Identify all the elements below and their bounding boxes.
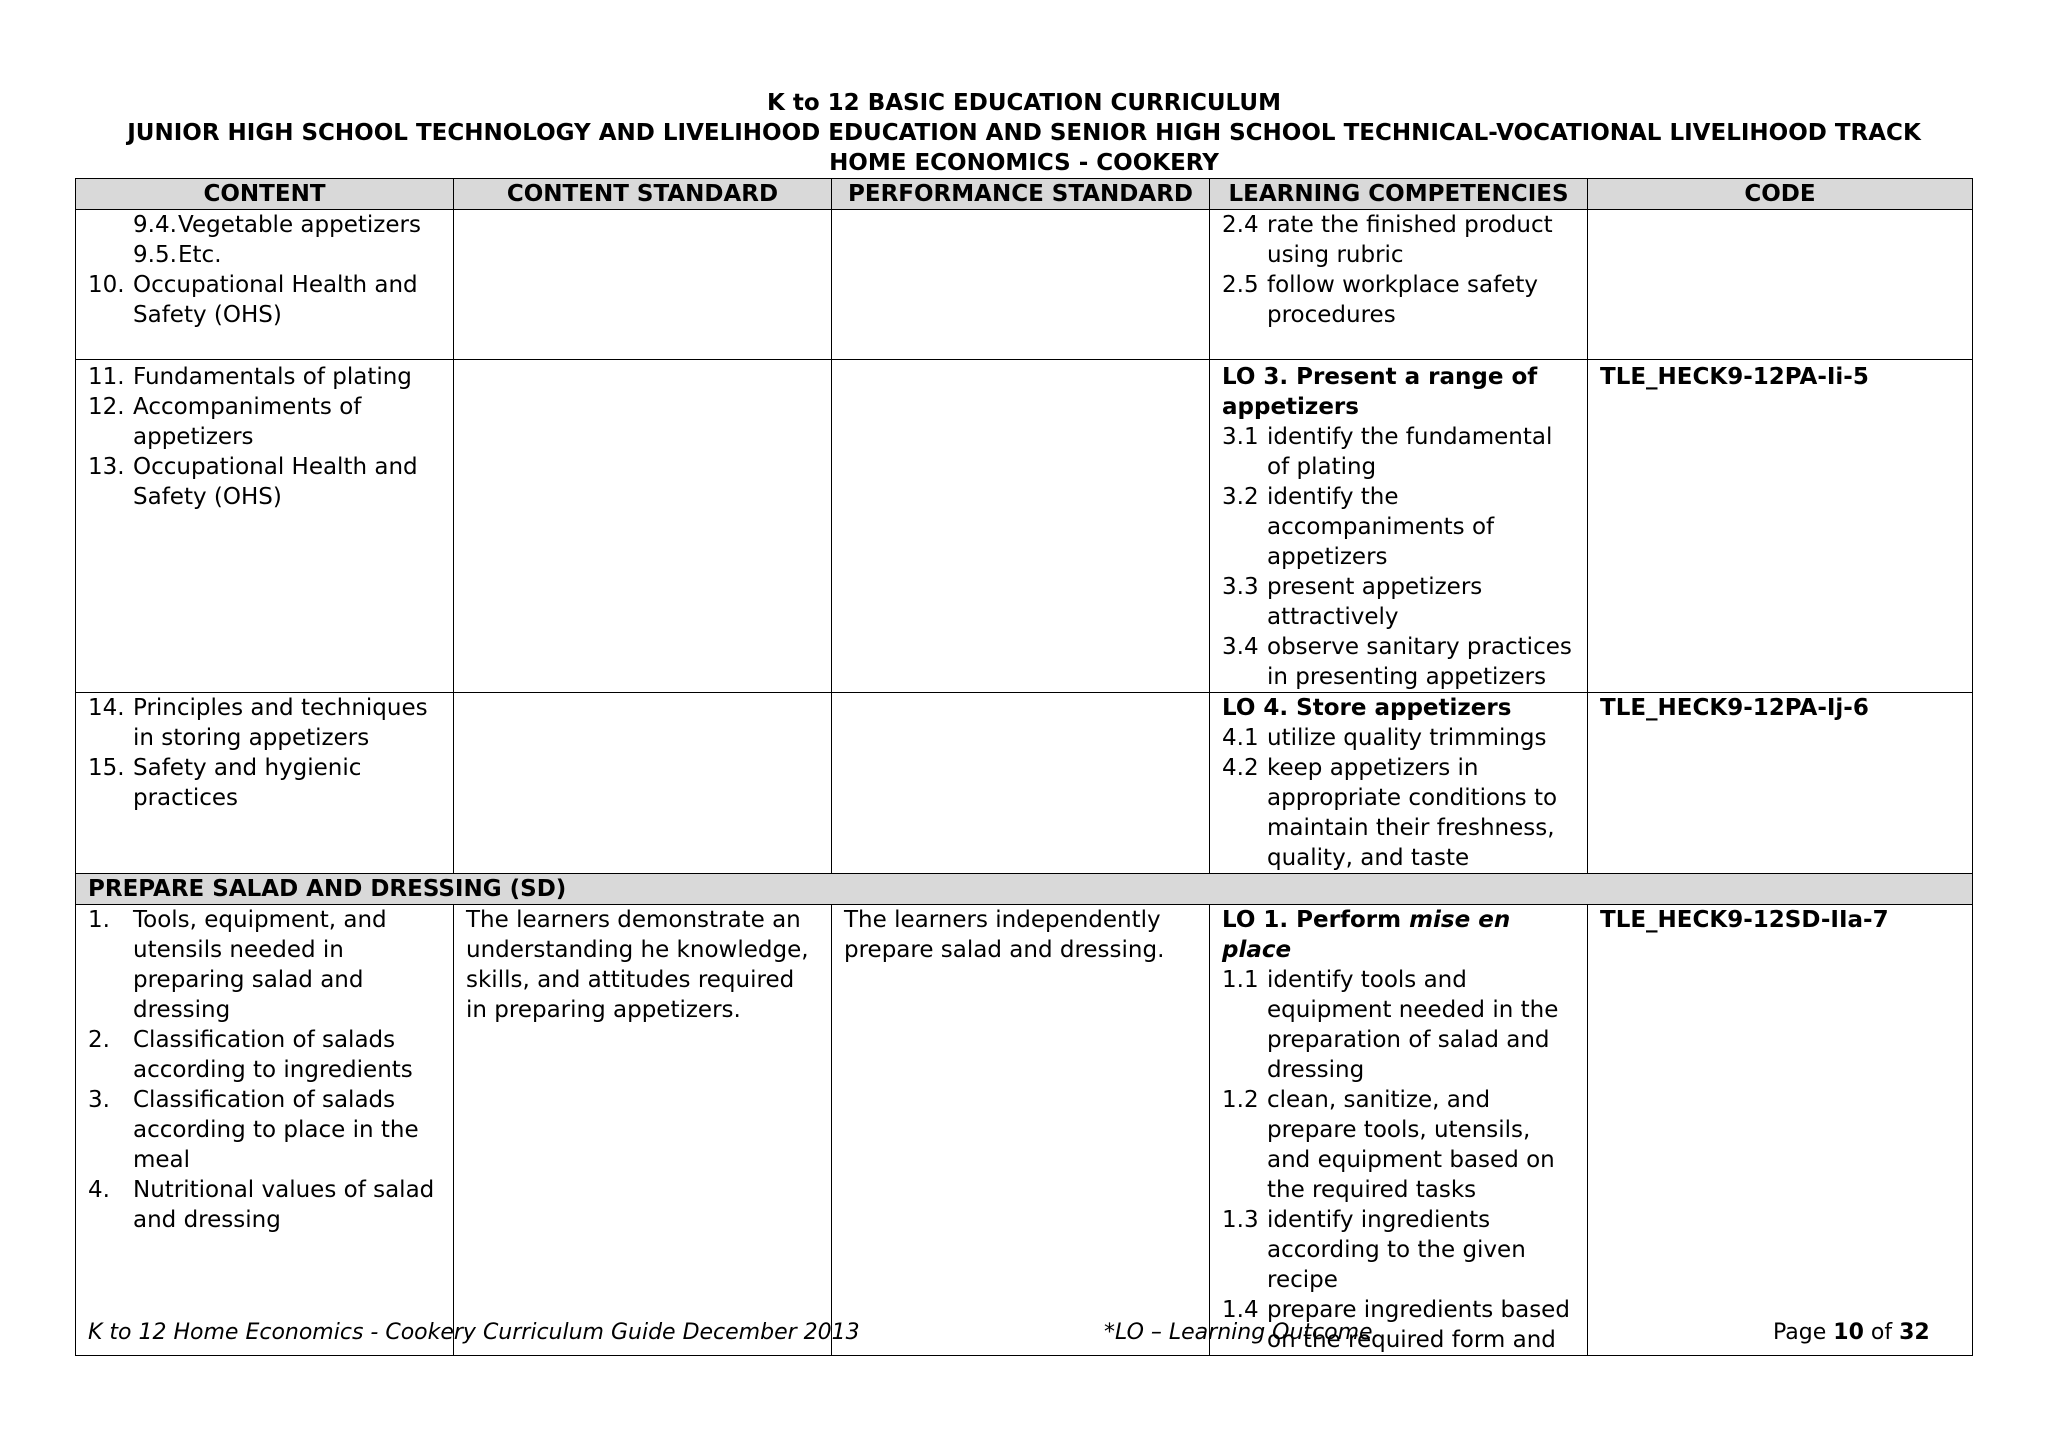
table-row [76, 210, 1973, 360]
list-item: 1.4 prepare ingredients based on the required form and [1222, 1297, 1570, 1353]
document-header [0, 88, 2048, 178]
section-title: PREPARE SALAD AND DRESSING (SD) [76, 874, 1973, 905]
list-item: 4.1 utilize quality trimmings [1222, 725, 1547, 751]
list-item: 1.1 identify tools and equipment needed in the preparation of salad and dressing [1222, 967, 1559, 1083]
footer-page-number: Page 10 of 32 [1773, 1320, 1930, 1345]
list-item: 1.2 clean, sanitize, and prepare tools, utensils, and equipment based on the required tasks [1222, 1087, 1555, 1203]
list-item: 3. Classification of salads according to place in the meal [88, 1087, 419, 1173]
performance-standard-cell [832, 210, 1210, 360]
footer-guide-title: K to 12 Home Economics - Cookery Curriculum Guide December 2013 [88, 1320, 860, 1345]
code-cell: TLE_HECK9-12PA-Ij-6 [1588, 693, 1973, 874]
learning-outcome-title: LO 4. Store appetizers [1222, 695, 1512, 721]
list-item: 13. Occupational Health and Safety (OHS) [88, 454, 418, 510]
column-header-code: CODE [1588, 179, 1973, 210]
performance-standard-cell [832, 360, 1210, 693]
code-cell: TLE_HECK9-12PA-Ii-5 [1588, 360, 1973, 693]
competencies-cell [1210, 210, 1588, 360]
list-item: 1.3 identify ingredients according to the given recipe [1222, 1207, 1526, 1293]
list-item: 2.5 follow workplace safety procedures [1222, 272, 1538, 328]
list-item: 12. Accompaniments of appetizers [88, 394, 362, 450]
table-header-row [76, 179, 1973, 210]
content-cell [76, 905, 454, 1356]
column-header-learning-competencies: LEARNING COMPETENCIES [1210, 179, 1588, 210]
content-standard-cell: The learners demonstrate an understanding he knowledge, skills, and attitudes required in preparing appetizers. [454, 905, 832, 1356]
column-header-content: CONTENT [76, 179, 454, 210]
list-item: 3.1 identify the fundamental of plating [1222, 424, 1553, 480]
content-standard-cell [454, 360, 832, 693]
list-item: 4.2 keep appetizers in appropriate conditions to maintain their freshness, quality, and taste [1222, 755, 1558, 871]
list-item: 14. Principles and techniques in storing appetizers [88, 695, 428, 751]
list-item: 9.5. Etc. [133, 242, 222, 268]
table-row [76, 905, 1973, 1356]
header-track: HOME ECONOMICS - COOKERY [829, 150, 1219, 176]
learning-outcome-title: LO 1. Perform mise en place [1222, 907, 1511, 963]
list-item: 3.3 present appetizers attractively [1222, 574, 1483, 630]
list-item: 11. Fundamentals of plating [88, 364, 412, 390]
content-standard-cell [454, 693, 832, 874]
performance-standard-cell [832, 693, 1210, 874]
performance-standard-cell: The learners independently prepare salad and dressing. [832, 905, 1210, 1356]
list-item: 3.4 observe sanitary practices in presenting appetizers [1222, 634, 1572, 690]
table-row [76, 693, 1973, 874]
list-item: 9.4. Vegetable appetizers [133, 212, 421, 238]
list-item: 2. Classification of salads according to ingredients [88, 1027, 413, 1083]
list-item: 2.4 rate the finished product using rubric [1222, 212, 1553, 268]
code-cell: TLE_HECK9-12SD-IIa-7 [1588, 905, 1973, 1356]
competencies-cell [1210, 360, 1588, 693]
competencies-cell [1210, 693, 1588, 874]
content-cell [76, 210, 454, 360]
column-header-performance-standard: PERFORMANCE STANDARD [832, 179, 1210, 210]
curriculum-table [75, 178, 1973, 1356]
list-item: 10. Occupational Health and Safety (OHS) [88, 272, 418, 328]
column-header-content-standard: CONTENT STANDARD [454, 179, 832, 210]
content-standard-cell [454, 210, 832, 360]
section-header-row [76, 874, 1973, 905]
competencies-cell [1210, 905, 1588, 1356]
list-item: 4. Nutritional values of salad and dressing [88, 1177, 435, 1233]
header-title: K to 12 BASIC EDUCATION CURRICULUM [767, 90, 1281, 116]
content-cell [76, 693, 454, 874]
content-cell [76, 360, 454, 693]
list-item: 1. Tools, equipment, and utensils needed in preparing salad and dressing [88, 907, 387, 1023]
code-cell [1588, 210, 1973, 360]
list-item: 3.2 identify the accompaniments of appetizers [1222, 484, 1495, 570]
footer-lo-note: *LO – Learning Outcome [1104, 1320, 1373, 1345]
learning-outcome-title: LO 3. Present a range of appetizers [1222, 364, 1538, 420]
header-subtitle: JUNIOR HIGH SCHOOL TECHNOLOGY AND LIVELIHOOD EDUCATION AND SENIOR HIGH SCHOOL TECHNICAL-VOCATIONAL LIVELIHOOD TRACK [127, 120, 1921, 146]
table-row [76, 360, 1973, 693]
list-item: 15. Safety and hygienic practices [88, 755, 362, 811]
